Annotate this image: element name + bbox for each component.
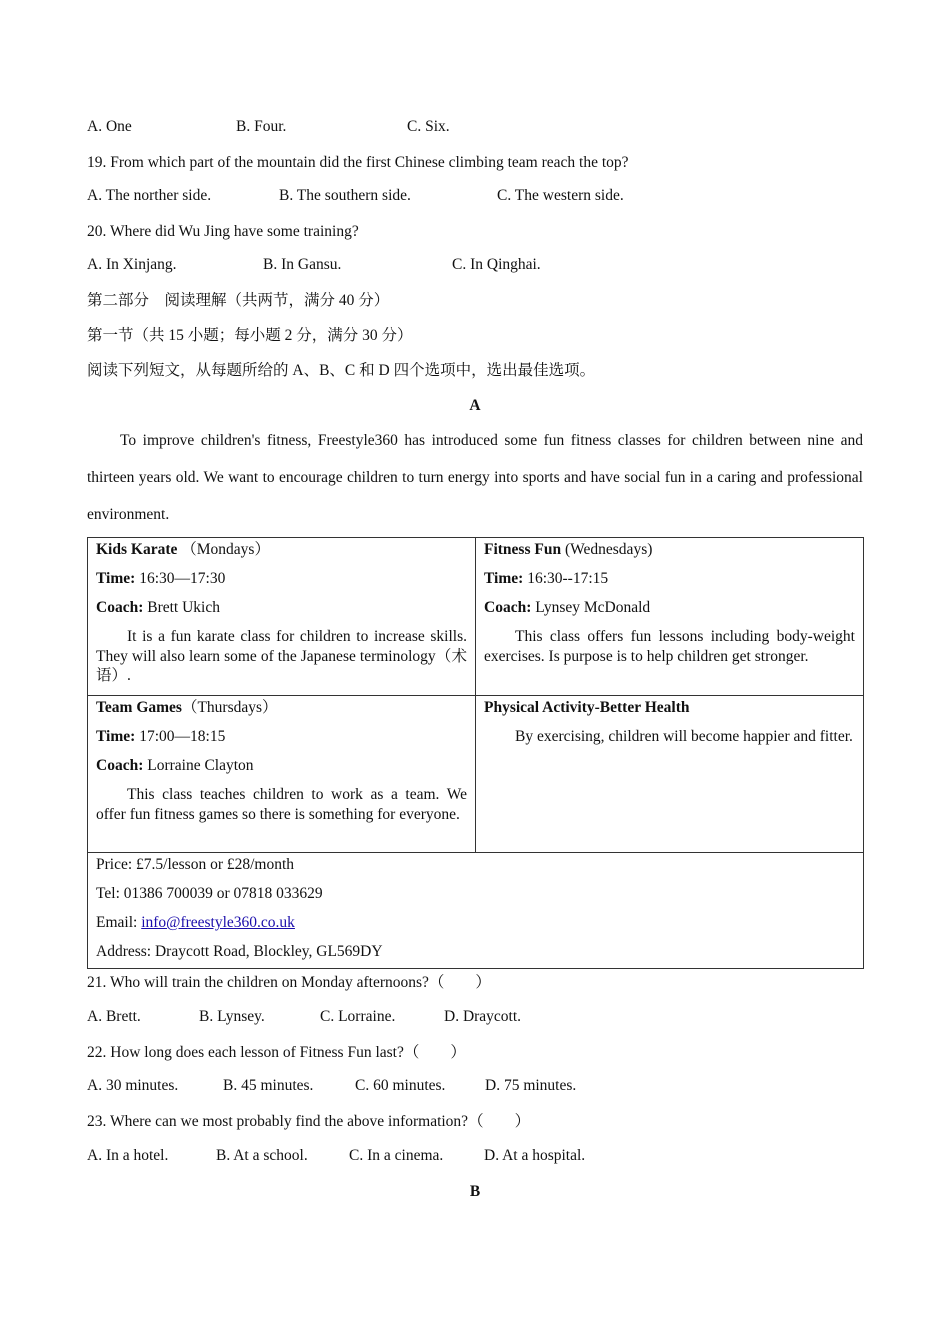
q20-option-b: B. In Gansu. [263, 256, 342, 273]
kids-karate-day: （Mondays） [181, 541, 270, 558]
kids-karate-desc: It is a fun karate class for children to increase skills. They will also learn some of the Japanese terminology（术语）. [96, 628, 467, 684]
q19-option-c: C. The western side. [497, 187, 624, 204]
fitness-fun-day: (Wednesdays) [564, 541, 653, 558]
kids-karate-coach-label: Coach: [96, 599, 144, 616]
fitness-fun-desc: This class offers fun lessons including body-weight exercises. Is purpose is to help children get stronger. [484, 628, 855, 665]
q23-option-c: C. In a cinema. [349, 1147, 444, 1164]
kids-karate-time: 16:30—17:30 [139, 570, 226, 587]
instruction: 阅读下列短文，从每题所给的 A、B、C 和 D 四个选项中，选出最佳选项。 [87, 362, 596, 379]
team-games-cell [88, 696, 476, 853]
q22-option-a: A. 30 minutes. [87, 1077, 179, 1094]
email-link[interactable]: info@freestyle360.co.uk [141, 914, 295, 931]
team-games-coach-label: Coach: [96, 757, 144, 774]
q19-question: 19. From which part of the mountain did the first Chinese climbing team reach the top? [87, 154, 629, 171]
q22-question: 22. How long does each lesson of Fitness Fun last?（ ） [87, 1044, 466, 1061]
q23-option-a: A. In a hotel. [87, 1147, 169, 1164]
q18-option-b: B. Four. [236, 118, 287, 135]
email-label: Email: [96, 914, 142, 931]
team-games-time: 17:00—18:15 [139, 728, 226, 745]
passage-a-intro-text: To improve children's fitness, Freestyle360 has introduced some fun fitness classes for children between nine and thirteen years old. We want to encourage children to turn energy into sports and have social fun in a caring and professional environment. [87, 432, 863, 523]
q19-option-b: B. The southern side. [279, 187, 411, 204]
section1-heading: 第一节（共 15 小题；每小题 2 分，满分 30 分） [87, 327, 413, 344]
passage-a-intro [87, 422, 863, 533]
team-games-day: （Thursdays） [181, 699, 278, 716]
q22-option-d: D. 75 minutes. [485, 1077, 577, 1094]
contact-info-cell [88, 853, 864, 969]
q20-question: 20. Where did Wu Jing have some training? [87, 223, 359, 240]
fitness-fun-time-label: Time: [484, 570, 524, 587]
q20-option-c: C. In Qinghai. [452, 256, 541, 273]
q19-option-a: A. The norther side. [87, 187, 212, 204]
q21-question: 21. Who will train the children on Monday afternoons?（ ） [87, 974, 491, 991]
address-info: Address: Draycott Road, Blockley, GL569DY [96, 943, 383, 960]
classes-table [87, 537, 864, 969]
q21-option-b: B. Lynsey. [199, 1008, 265, 1025]
price-info: Price: £7.5/lesson or £28/month [96, 856, 295, 873]
better-health-title: Physical Activity-Better Health [484, 699, 690, 716]
q21-option-d: D. Draycott. [444, 1008, 522, 1025]
kids-karate-name: Kids Karate [96, 541, 178, 558]
kids-karate-coach: Brett Ukich [147, 599, 220, 616]
passage-b-heading: B [469, 1183, 481, 1200]
q18-option-a: A. One [87, 118, 132, 135]
q21-option-a: A. Brett. [87, 1008, 141, 1025]
q22-option-b: B. 45 minutes. [223, 1077, 314, 1094]
q23-option-d: D. At a hospital. [484, 1147, 586, 1164]
team-games-coach: Lorraine Clayton [147, 757, 254, 774]
team-games-time-label: Time: [96, 728, 136, 745]
q20-option-a: A. In Xinjang. [87, 256, 177, 273]
kids-karate-cell [88, 538, 476, 696]
team-games-desc: This class teaches children to work as a team. We offer fun fitness games so there is something for everyone. [96, 786, 467, 823]
team-games-name: Team Games [96, 699, 182, 716]
tel-info: Tel: 01386 700039 or 07818 033629 [96, 885, 323, 902]
passage-a-heading: A [469, 397, 481, 414]
q22-option-c: C. 60 minutes. [355, 1077, 446, 1094]
part2-heading: 第二部分 阅读理解（共两节，满分 40 分） [87, 292, 390, 309]
fitness-fun-name: Fitness Fun [484, 541, 562, 558]
fitness-fun-coach-label: Coach: [484, 599, 532, 616]
fitness-fun-coach: Lynsey McDonald [535, 599, 651, 616]
fitness-fun-time: 16:30--17:15 [527, 570, 609, 587]
q21-option-c: C. Lorraine. [320, 1008, 396, 1025]
q23-option-b: B. At a school. [216, 1147, 308, 1164]
q18-option-c: C. Six. [407, 118, 450, 135]
better-health-desc: By exercising, children will become happier and fitter. [515, 728, 853, 745]
q23-question: 23. Where can we most probably find the above information?（ ） [87, 1113, 531, 1130]
better-health-cell [476, 696, 864, 853]
fitness-fun-cell [476, 538, 864, 696]
kids-karate-time-label: Time: [96, 570, 136, 587]
